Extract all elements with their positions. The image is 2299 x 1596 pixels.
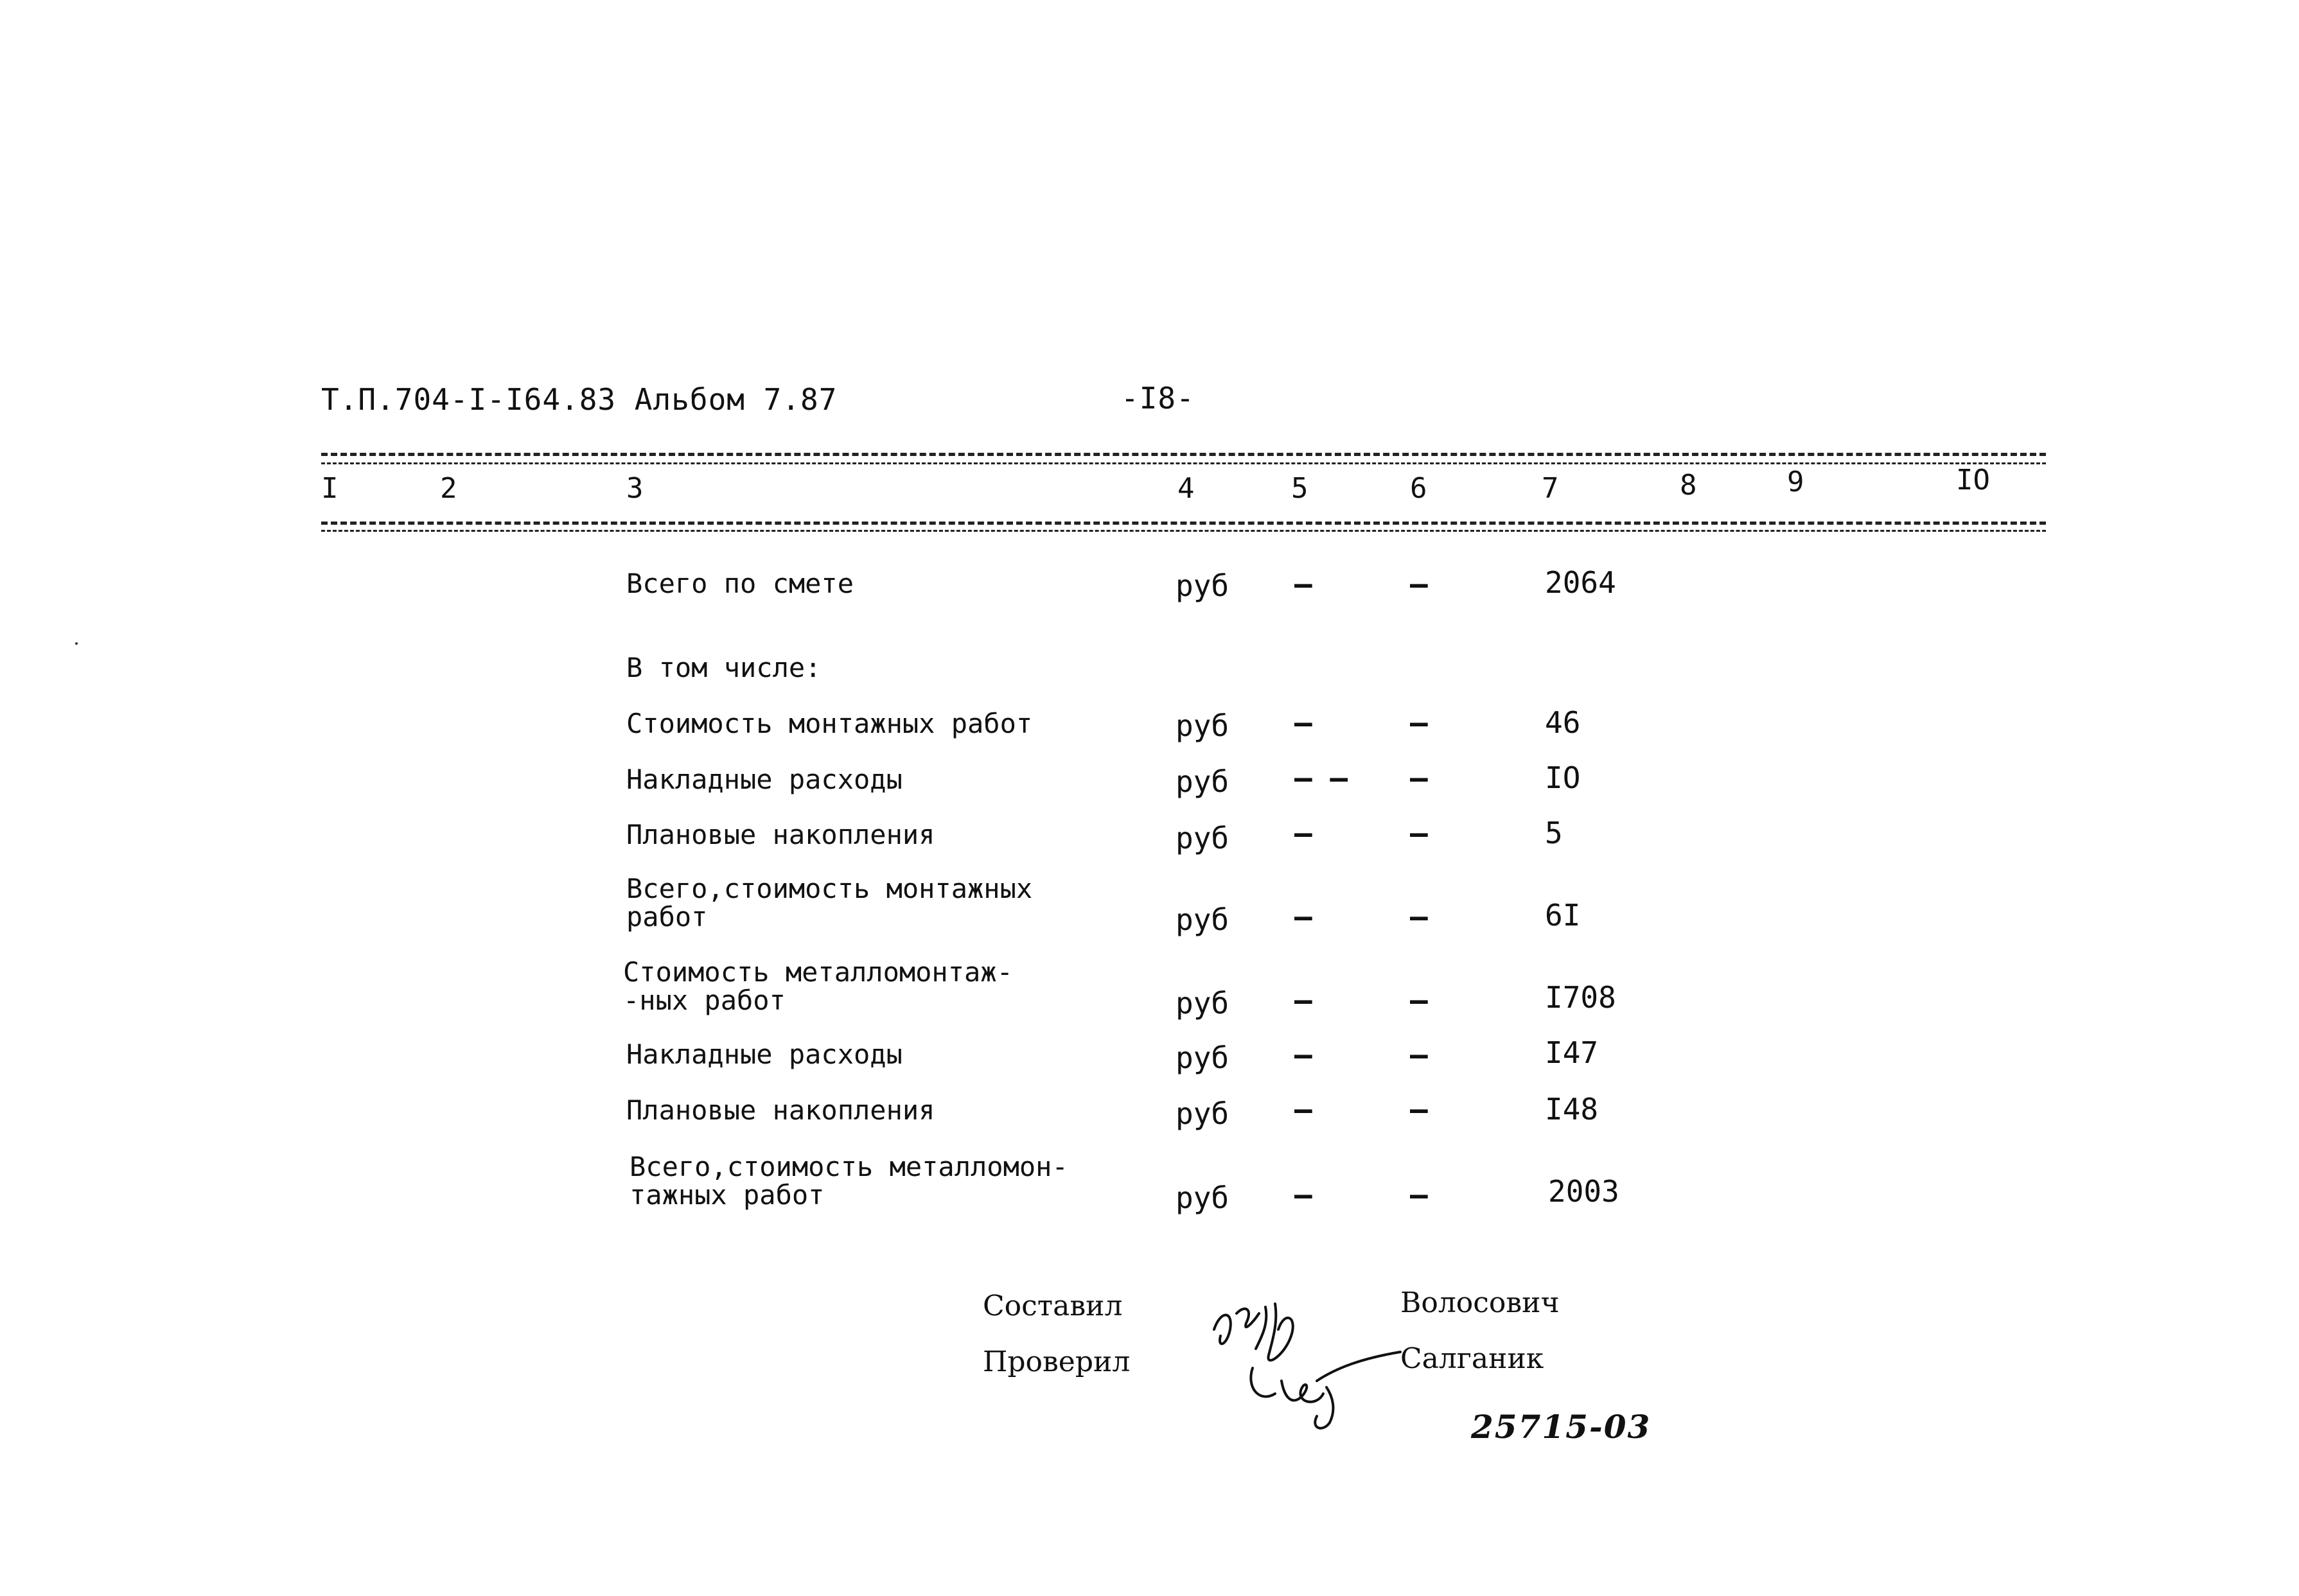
column-number-4: 4 bbox=[1177, 472, 1195, 505]
row-label: Плановые накопления bbox=[626, 819, 935, 850]
table-top-rule bbox=[321, 453, 2046, 456]
row-col5: – bbox=[1294, 816, 1312, 850]
row-unit: руб bbox=[1176, 1040, 1229, 1075]
row-label: Стоимость металломонтаж- -ных работ bbox=[623, 956, 1013, 1016]
table-header-bottom-rule bbox=[321, 522, 2046, 525]
row-unit: руб bbox=[1176, 821, 1229, 855]
row-col5: – bbox=[1294, 983, 1312, 1017]
row-col5: – bbox=[1294, 1037, 1312, 1072]
row-unit: руб bbox=[1176, 708, 1229, 743]
column-number-2: 2 bbox=[440, 472, 457, 505]
row-unit: руб bbox=[1176, 568, 1229, 603]
inventory-stamp-number: 25715-03 bbox=[1471, 1408, 1652, 1446]
row-label: Накладные расходы bbox=[626, 764, 903, 795]
row-col6: – bbox=[1410, 705, 1428, 740]
row-label: Стоимость монтажных работ bbox=[626, 708, 1033, 739]
document-code: Т.П.704-I-I64.83 Альбом 7.87 bbox=[321, 382, 838, 417]
row-col5: – – bbox=[1294, 760, 1348, 795]
column-number-1: I bbox=[321, 472, 339, 505]
checked-label: Проверил bbox=[983, 1346, 1131, 1378]
row-col5: – bbox=[1294, 1177, 1312, 1212]
row-label: Плановые накопления bbox=[626, 1094, 935, 1126]
row-col5: – bbox=[1294, 1092, 1312, 1127]
checked-name: Салганик bbox=[1400, 1342, 1544, 1375]
row-col6: – bbox=[1410, 1177, 1428, 1212]
page-number: -I8- bbox=[1121, 381, 1195, 416]
handwritten-signature bbox=[1208, 1285, 1413, 1439]
row-value: 6I bbox=[1545, 898, 1581, 933]
row-col6: – bbox=[1410, 816, 1428, 850]
row-col6: – bbox=[1410, 566, 1428, 601]
column-number-7: 7 bbox=[1542, 472, 1559, 505]
row-value: I708 bbox=[1545, 980, 1616, 1015]
row-label: В том числе: bbox=[626, 652, 822, 683]
row-col6: – bbox=[1410, 899, 1428, 934]
compiled-label: Составил bbox=[983, 1290, 1123, 1322]
row-unit: руб bbox=[1176, 764, 1229, 799]
column-number-5: 5 bbox=[1291, 472, 1308, 505]
row-value: I48 bbox=[1545, 1092, 1599, 1127]
row-value: 2003 bbox=[1548, 1174, 1619, 1209]
row-value: I47 bbox=[1545, 1035, 1599, 1070]
row-col5: – bbox=[1294, 566, 1312, 601]
row-label: Всего по смете bbox=[626, 568, 854, 599]
table-header-bottom-rule-2 bbox=[321, 530, 2046, 532]
row-value: 46 bbox=[1545, 705, 1581, 740]
row-unit: руб bbox=[1176, 1180, 1229, 1215]
row-col6: – bbox=[1410, 760, 1428, 795]
row-value: 2064 bbox=[1545, 565, 1616, 600]
row-col5: – bbox=[1294, 899, 1312, 934]
row-unit: руб bbox=[1176, 902, 1229, 937]
row-col6: – bbox=[1410, 1037, 1428, 1072]
row-value: 5 bbox=[1545, 816, 1563, 850]
row-col6: – bbox=[1410, 983, 1428, 1017]
column-number-6: 6 bbox=[1410, 472, 1427, 505]
compiled-name: Волосович bbox=[1400, 1286, 1560, 1319]
column-number-10: IO bbox=[1956, 464, 1990, 496]
row-col6: – bbox=[1410, 1092, 1428, 1127]
row-col5: – bbox=[1294, 705, 1312, 740]
column-number-8: 8 bbox=[1680, 469, 1697, 502]
row-label: Всего,стоимость монтажных работ bbox=[626, 873, 1033, 933]
row-unit: руб bbox=[1176, 1096, 1229, 1131]
column-number-3: 3 bbox=[626, 472, 644, 505]
row-label: Всего,стоимость металломон- тажных работ bbox=[630, 1151, 1068, 1211]
table-top-rule-2 bbox=[321, 462, 2046, 464]
row-unit: руб bbox=[1176, 986, 1229, 1021]
column-number-9: 9 bbox=[1787, 466, 1804, 498]
scan-speck bbox=[75, 642, 78, 645]
row-value: IO bbox=[1545, 760, 1581, 795]
row-label: Накладные расходы bbox=[626, 1039, 903, 1070]
